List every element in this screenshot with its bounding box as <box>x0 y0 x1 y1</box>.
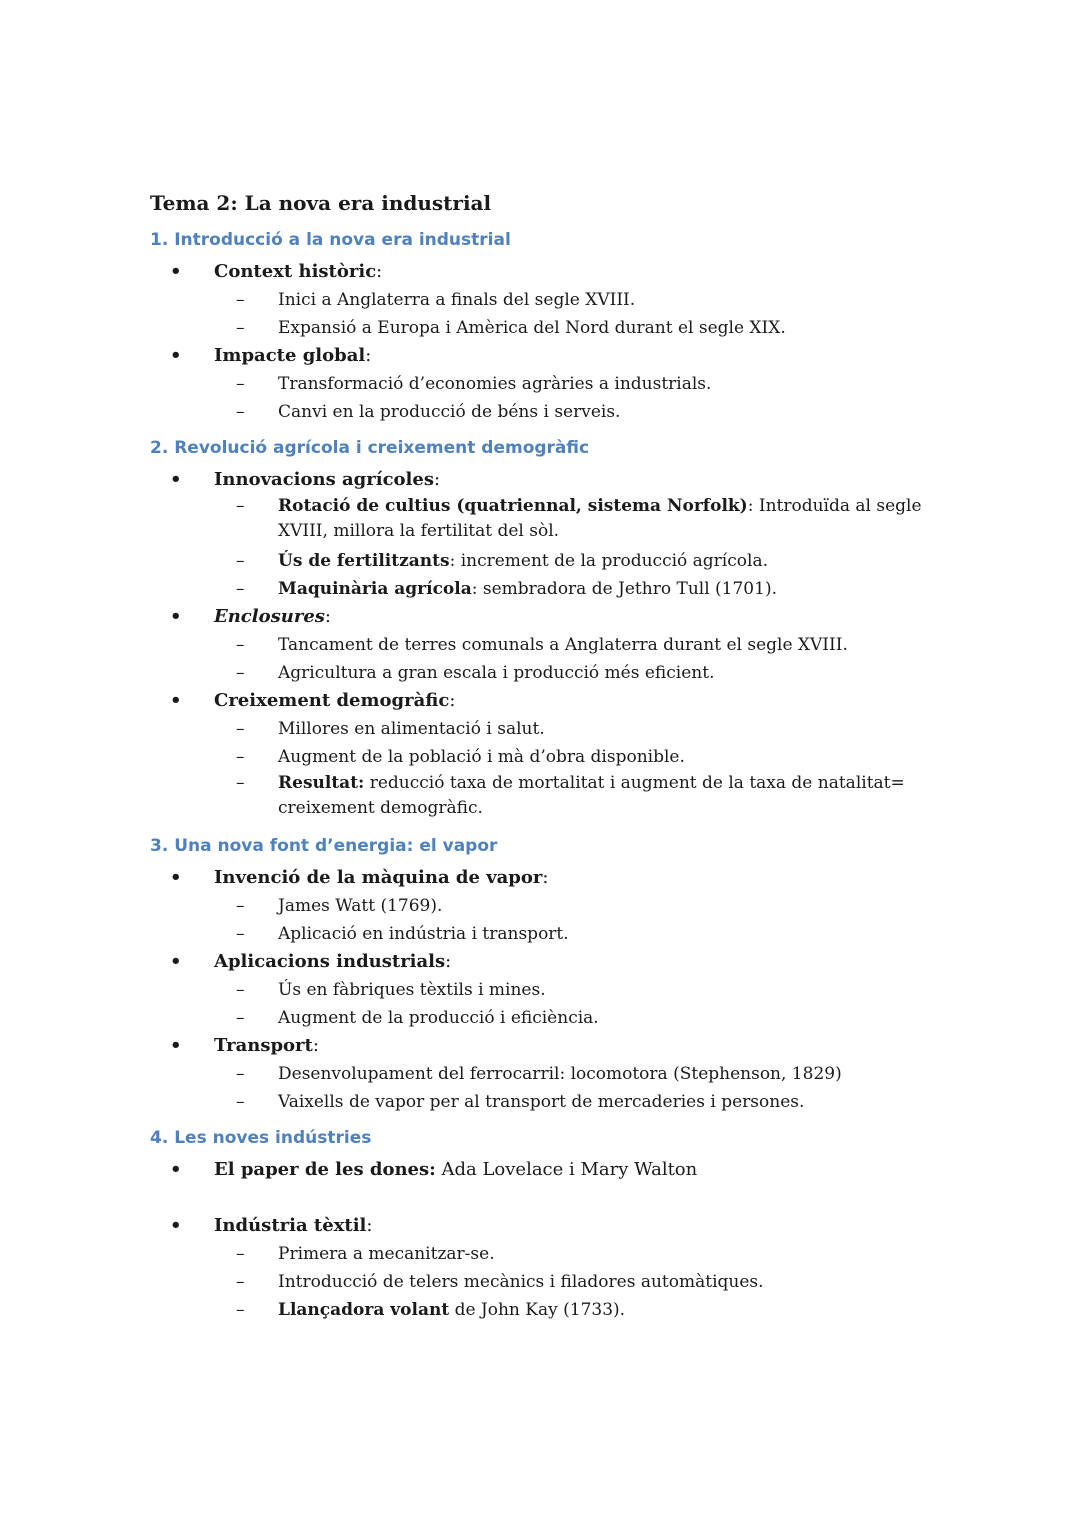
dash-icon: – <box>236 663 245 683</box>
sub-item: – Transformació d’economies agràries a industrials. <box>150 370 950 398</box>
sub-item: – Ús en fàbriques tèxtils i mines. <box>150 976 950 1004</box>
bullet-item <box>150 948 950 976</box>
sub-item: – Rotació de cultius (quatriennal, sistema Norfolk): Introduïda al segle XVIII, millora la fertilitat del sòl. <box>236 496 922 541</box>
dash-icon: – <box>236 1300 245 1320</box>
bullet-text: Ada Lovelace i Mary Walton <box>435 1159 698 1180</box>
bullet-dot-icon: • <box>170 1159 182 1180</box>
document-title: Tema 2: La nova era industrial <box>150 191 492 215</box>
bullet-dot-icon: • <box>170 345 182 366</box>
bullet-dot-icon: • <box>170 606 182 627</box>
sub-item: – Augment de la població i mà d’obra disponible. <box>150 743 950 771</box>
bullet-item <box>150 603 950 631</box>
dash-icon: – <box>236 1008 245 1028</box>
section-2 <box>150 436 950 824</box>
bullet-dot-icon: • <box>170 690 182 711</box>
bullet-label: Enclosures <box>214 606 325 627</box>
bullet-label: Innovacions agrícoles <box>214 469 434 490</box>
sub-item: – Llançadora volant de John Kay (1733). <box>150 1296 950 1324</box>
bullet-item <box>150 1156 950 1184</box>
blank-line <box>150 1184 950 1212</box>
bullet-item <box>150 1032 950 1060</box>
sub-item: – Canvi en la producció de béns i serveis. <box>150 398 950 426</box>
dash-icon: – <box>236 896 245 916</box>
sub-item: – Aplicació en indústria i transport. <box>150 920 950 948</box>
dash-icon: – <box>236 1272 245 1292</box>
sub-item: – Ús de fertilitzants: increment de la producció agrícola. <box>150 547 950 575</box>
dash-icon: – <box>236 290 245 310</box>
dash-icon: – <box>236 635 245 655</box>
section-4 <box>150 1126 950 1324</box>
dash-icon: – <box>236 773 245 793</box>
sub-item: – Desenvolupament del ferrocarril: locomotora (Stephenson, 1829) <box>150 1060 950 1088</box>
bullet-item <box>150 864 950 892</box>
bullet-label: Invenció de la màquina de vapor <box>214 867 543 888</box>
dash-icon: – <box>236 496 245 516</box>
sub-item: – James Watt (1769). <box>150 892 950 920</box>
bullet-dot-icon: • <box>170 469 182 490</box>
dash-icon: – <box>236 1244 245 1264</box>
bullet-text: : <box>445 951 452 972</box>
dash-icon: – <box>236 374 245 394</box>
bullet-item <box>150 258 950 286</box>
bullet-text: : <box>312 1035 319 1056</box>
bullet-text: : <box>542 867 549 888</box>
dash-icon: – <box>236 318 245 338</box>
section-1 <box>150 228 950 426</box>
dash-icon: – <box>236 1064 245 1084</box>
bullet-label: Impacte global <box>214 345 366 366</box>
dash-icon: – <box>236 980 245 1000</box>
sub-item: – Vaixells de vapor per al transport de mercaderies i persones. <box>150 1088 950 1116</box>
section-3 <box>150 834 950 1116</box>
bullet-item <box>150 342 950 370</box>
bullet-dot-icon: • <box>170 261 182 282</box>
dash-icon: – <box>236 924 245 944</box>
dash-icon: – <box>236 747 245 767</box>
sub-item: – Resultat: reducció taxa de mortalitat i augment de la taxa de natalitat= creixement demogràfic. <box>236 773 905 818</box>
bullet-label: Context històric <box>214 261 377 282</box>
section-heading: 2. Revolució agrícola i creixement demogràfic <box>150 438 590 458</box>
bullet-label: El paper de les dones: <box>214 1159 436 1180</box>
bullet-dot-icon: • <box>170 1215 182 1236</box>
sub-item: – Agricultura a gran escala i producció més eficient. <box>150 659 950 687</box>
bullet-item <box>150 1212 950 1240</box>
sub-item: – Tancament de terres comunals a Anglaterra durant el segle XVIII. <box>150 631 950 659</box>
bullet-dot-icon: • <box>170 951 182 972</box>
bullet-dot-icon: • <box>170 1035 182 1056</box>
section-heading: 4. Les noves indústries <box>150 1128 372 1148</box>
bullet-text: : <box>433 469 441 490</box>
sub-item: – Inici a Anglaterra a finals del segle XVIII. <box>150 286 950 314</box>
bullet-item <box>150 687 950 715</box>
bullet-label: Indústria tèxtil <box>214 1215 367 1236</box>
document-page <box>150 188 950 1334</box>
bullet-text: : <box>366 1215 373 1236</box>
dash-icon: – <box>236 402 245 422</box>
sub-item: – Expansió a Europa i Amèrica del Nord durant el segle XIX. <box>150 314 950 342</box>
section-heading: 1. Introducció a la nova era industrial <box>150 230 511 250</box>
dash-icon: – <box>236 719 245 739</box>
dash-icon: – <box>236 1092 245 1112</box>
bullet-text: : <box>449 690 456 711</box>
bullet-text: : <box>376 261 383 282</box>
bullet-item <box>150 466 950 494</box>
section-heading: 3. Una nova font d’energia: el vapor <box>150 836 498 856</box>
bullet-label: Aplicacions industrials <box>214 951 446 972</box>
bullet-label: Creixement demogràfic <box>214 690 450 711</box>
dash-icon: – <box>236 551 245 571</box>
sub-item: – Millores en alimentació i salut. <box>150 715 950 743</box>
sub-item: – Introducció de telers mecànics i filadores automàtiques. <box>150 1268 950 1296</box>
sub-item: – Augment de la producció i eficiència. <box>150 1004 950 1032</box>
bullet-dot-icon: • <box>170 867 182 888</box>
sub-item: – Primera a mecanitzar-se. <box>150 1240 950 1268</box>
bullet-text: : <box>365 345 372 366</box>
dash-icon: – <box>236 579 245 599</box>
bullet-text: : <box>324 606 331 627</box>
bullet-label: Transport <box>214 1035 313 1056</box>
sub-item: – Maquinària agrícola: sembradora de Jethro Tull (1701). <box>150 575 950 603</box>
